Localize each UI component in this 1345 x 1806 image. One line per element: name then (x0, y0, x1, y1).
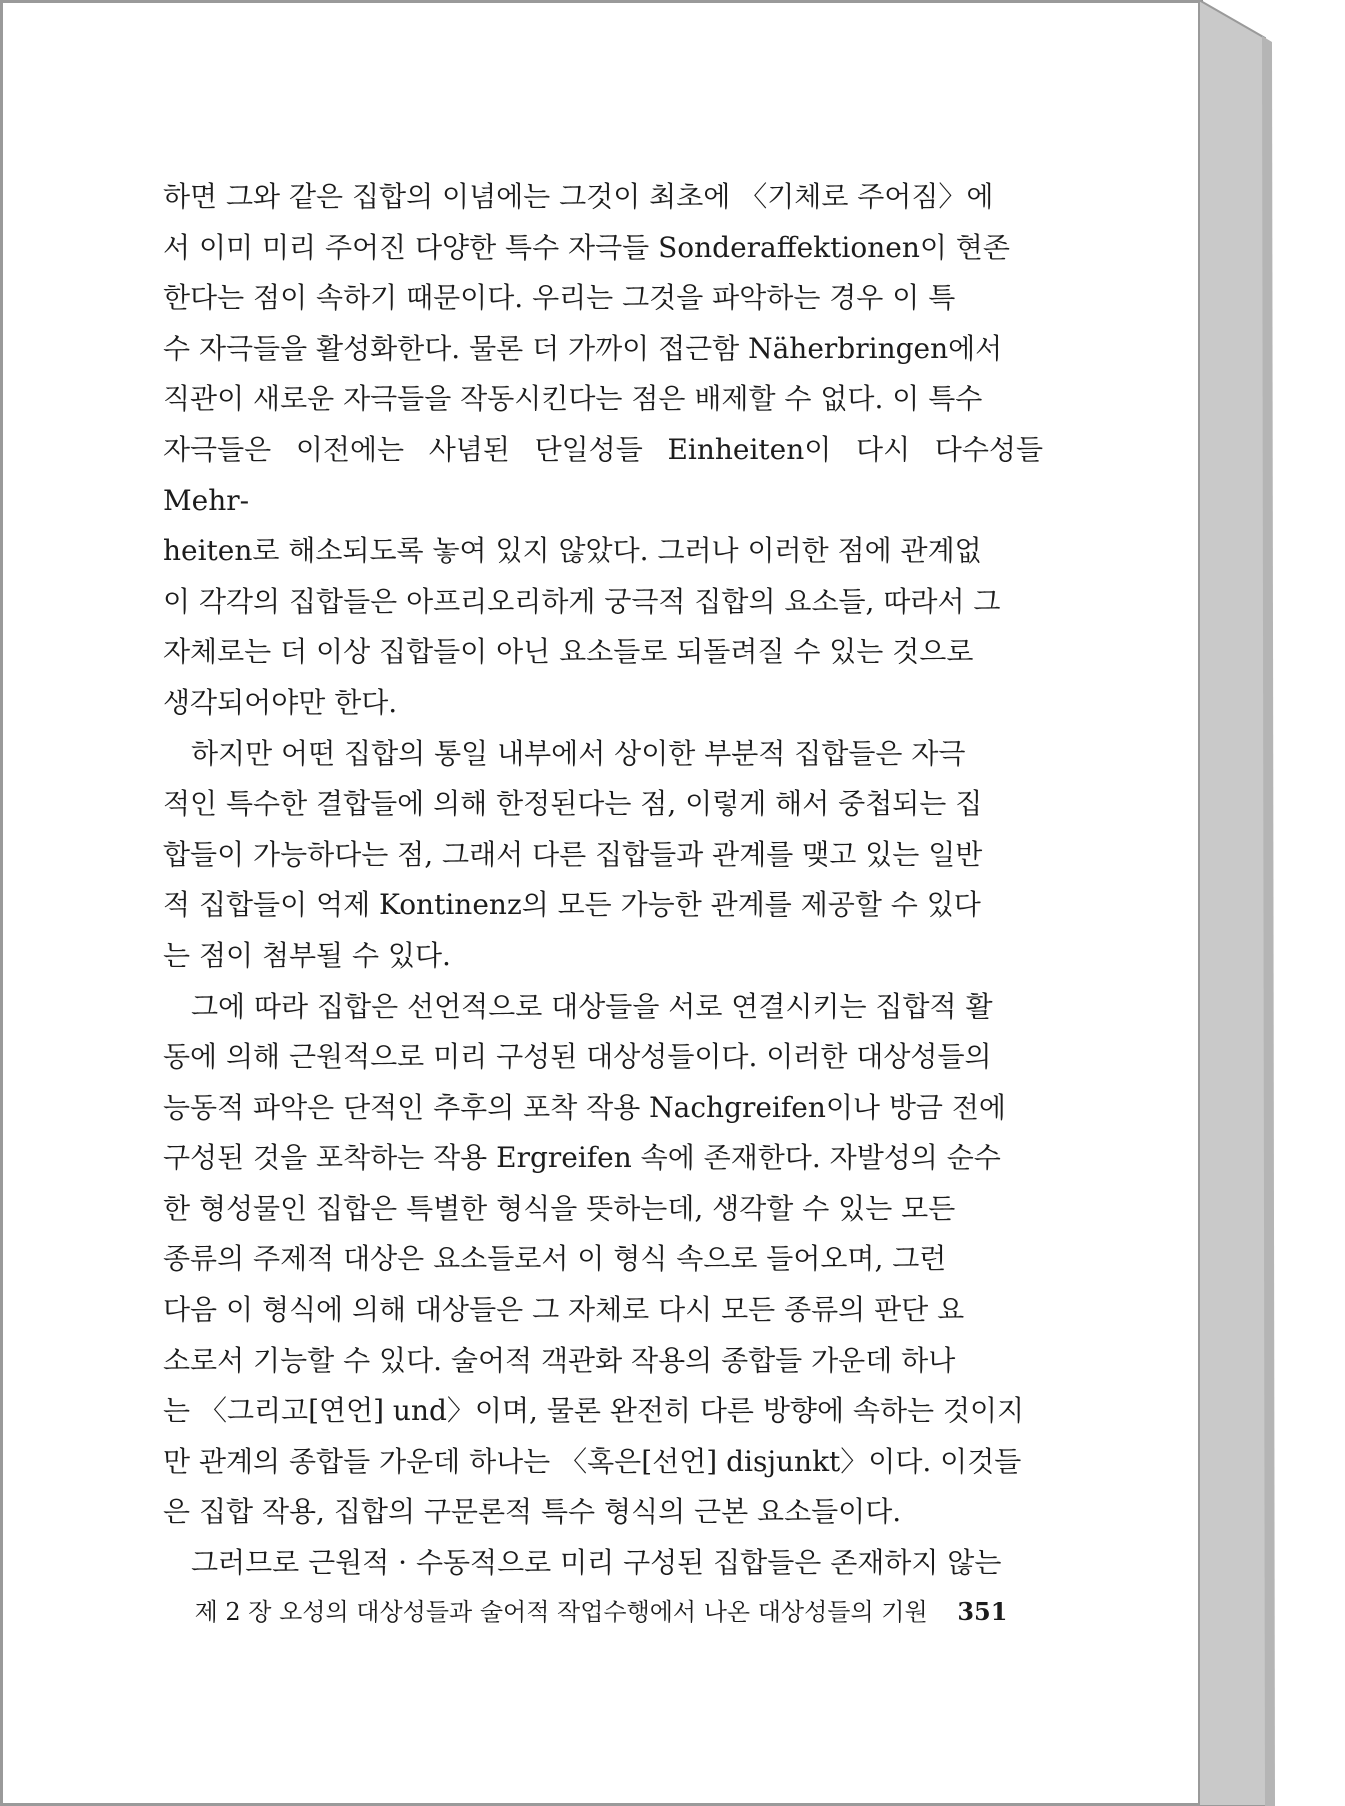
paragraph-4: 그러므로 근원적 · 수동적으로 미리 구성된 집합들은 존재하지 않는 (191, 1546, 1002, 1580)
paragraph-3: 그에 따라 집합은 선언적으로 대상들을 서로 연결시키는 집합적 활 동에 의해 근원적으로 미리 구성된 대상성들이다. 이러한 대상성들의 능동적 파악은 단적인 추후의 포착 작용 Nachgreifen이나 방금 전에 구성된 것을 포착하는 작용 Ergreifen 속에 존재한다. 자발성의 순수 한 형성물인 집합은 특별한 형식을 뜻하는데, 생각할 수 있는 모든 종류의 주제적 대상은 요소들로서 이 형식 속으로 들어오며, 그런 다음 이 형식에 의해 대상들은 그 자체로 다시 모든 종류의 판단 요 소로서 기능할 수 있다. 술어적 객관화 작용의 종합들 가운데 하나 는 〈그리고[연언] und〉이며, 물론 완전히 다른 방향에 속하는 것이지 만 관계의 종합들 가운데 하나는 〈혹은[선언] disjunkt〉이다. 이것들 은 집합 작용, 집합의 구문론적 특수 형식의 근본 요소들이다. (163, 989, 1025, 1529)
page-number: 351 (957, 1597, 1008, 1626)
paragraph-2: 하지만 어떤 집합의 통일 내부에서 상이한 부분적 집합들은 자극 적인 특수한 결합들에 의해 한정된다는 점, 이렇게 해서 중첩되는 집 합들이 가능하다는 점, 그래서 다른 집합들과 관계를 맺고 있는 일반 적 집합들이 억제 Kontinenz의 모든 가능한 관계를 제공할 수 있다 는 점이 첨부될 수 있다. (163, 736, 983, 972)
page-body (163, 172, 1043, 1589)
page-footer (0, 1592, 1202, 1627)
paragraph-1: 하면 그와 같은 집합의 이념에는 그것이 최초에 〈기체로 주어짐〉에 서 이미 미리 주어진 다양한 특수 자극들 Sonderaffektionen이 현존 한다는 점이 속하기 때문이다. 우리는 그것을 파악하는 경우 이 특 수 자극들을 활성화한다. 물론 더 가까이 접근함 Näherbringen에서 직관이 새로운 자극들을 작동시킨다는 점은 배제할 수 없다. 이 특수 자극들은 이전에는 사념된 단일성들 Einheiten이 다시 다수성들 Mehr- heiten로 해소되도록 놓여 있지 않았다. 그러나 이러한 점에 관계없 이 각각의 집합들은 아프리오리하게 궁극적 집합의 요소들, 따라서 그 자체로는 더 이상 집합들이 아닌 요소들로 되돌려질 수 있는 것으로 생각되어야만 한다. (163, 180, 1043, 719)
running-head-chapter: 제 2 장 오성의 대상성들과 술어적 작업수행에서 나온 대상성들의 기원 (194, 1598, 928, 1626)
